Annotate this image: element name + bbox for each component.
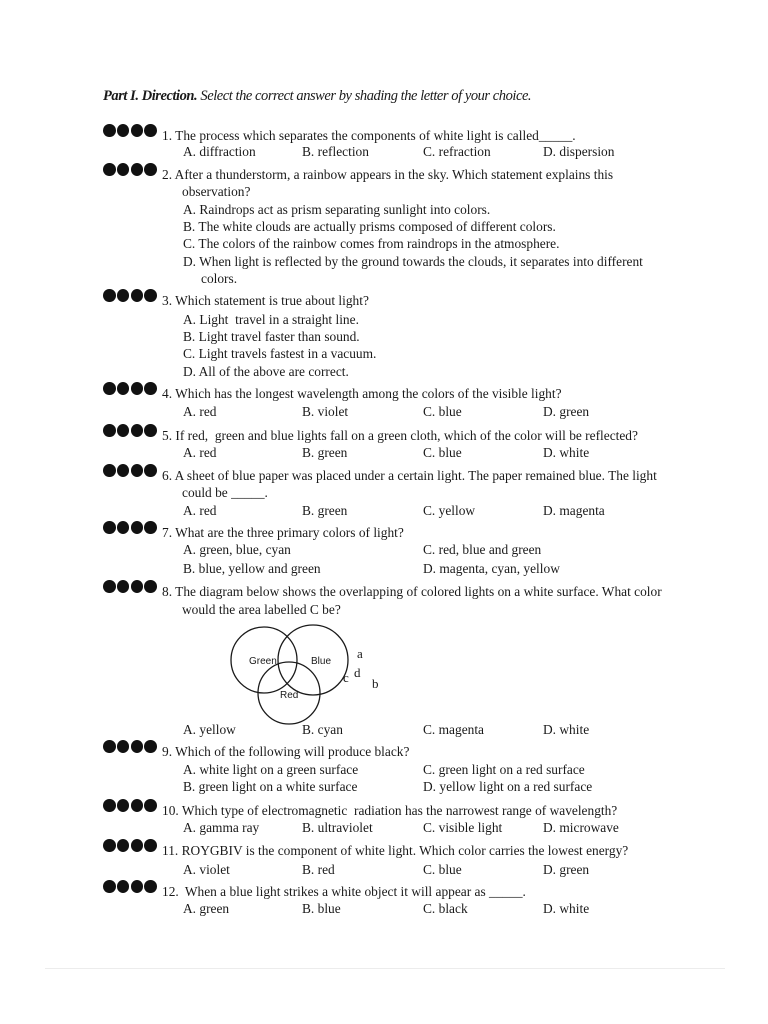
answer-bubbles [103,424,159,437]
choice-letter: D. [543,722,557,737]
filled-bubble-icon [144,382,157,395]
filled-bubble-icon [131,580,144,593]
question-line: What are the three primary colors of light? [175,525,404,540]
choice-text: white [559,445,590,460]
choice-text: green [559,404,590,419]
choice-text: When light is reflected by the ground towards the clouds, it separates into different [199,254,643,269]
choice-letter: C. [423,542,436,557]
choice-d [543,403,589,421]
choice-letter: C. [423,404,436,419]
filled-bubble-icon [144,839,157,852]
choice-b [302,861,335,879]
filled-bubble-icon [103,880,116,893]
choice-letter: D. [543,503,557,518]
filled-bubble-icon [131,521,144,534]
choice-text: black [438,901,468,916]
question-number: 4. [162,386,173,401]
choice-letter: A. [183,862,197,877]
question-number: 7. [162,525,173,540]
choice-text: yellow [438,503,476,518]
choice-text: visible light [438,820,503,835]
question-line: would the area labelled C be? [182,602,341,617]
choice-text: magenta [559,503,605,518]
choice-a [183,444,217,462]
filled-bubble-icon [144,740,157,753]
choice-text: green [199,901,230,916]
choice-text: violet [199,862,230,877]
answer-bubbles [103,124,159,137]
choice-d [423,778,592,796]
filled-bubble-icon [117,124,130,137]
choice-text: refraction [438,144,491,159]
choice-letter: A. [183,542,197,557]
choice-text: colors. [201,271,238,286]
filled-bubble-icon [103,464,116,477]
filled-bubble-icon [144,521,157,534]
choice-text: Light travels fastest in a vacuum. [198,346,377,361]
question-text-continued [182,601,341,619]
choice-d [183,363,349,381]
answer-bubbles [103,163,159,176]
question-text [162,883,526,901]
choice-letter: B. [183,329,196,344]
choice-letter: D. [543,862,557,877]
choice-text: white [559,901,590,916]
choice-text: magenta [438,722,484,737]
choice-letter: D. [423,561,437,576]
question-number: 2. [162,167,173,182]
choice-text: blue [438,445,462,460]
answer-bubbles [103,289,159,302]
choice-text: white [559,722,590,737]
choice-letter: C. [423,862,436,877]
choice-text: gamma ray [199,820,260,835]
filled-bubble-icon [117,424,130,437]
choice-text: ultraviolet [317,820,373,835]
choice-text: magenta, cyan, yellow [439,561,560,576]
choice-text: diffraction [199,144,256,159]
red-circle-label: Red [280,690,299,701]
filled-bubble-icon [144,464,157,477]
choice-letter: A. [183,901,197,916]
filled-bubble-icon [117,880,130,893]
choice-b [183,328,360,346]
choice-d [543,819,619,837]
answer-bubbles [103,799,159,812]
choice-c [423,819,502,837]
choice-letter: B. [302,144,315,159]
filled-bubble-icon [103,382,116,395]
region-label-b: b [372,676,379,691]
choice-letter: B. [302,901,315,916]
instructions [103,87,531,105]
choice-text: yellow [199,722,236,737]
choice-b [183,218,556,236]
filled-bubble-icon [117,464,130,477]
filled-bubble-icon [117,839,130,852]
question-line: Which type of electromagnetic radiation has the narrowest range of wavelength? [181,803,618,818]
question-line: Which of the following will produce black? [175,744,410,759]
choice-a [183,541,291,559]
filled-bubble-icon [117,740,130,753]
choice-a [183,143,256,161]
filled-bubble-icon [103,521,116,534]
question-line: A sheet of blue paper was placed under a certain light. The paper remained blue. The light [174,468,657,483]
filled-bubble-icon [131,799,144,812]
question-text [162,842,628,860]
choice-text: red [199,445,217,460]
filled-bubble-icon [144,124,157,137]
choice-a [183,311,359,329]
choice-letter: D. [543,820,557,835]
filled-bubble-icon [131,740,144,753]
question-text [162,467,657,485]
question-line: The diagram below shows the overlapping of colored lights on a white surface. What color [175,584,662,599]
choice-text: cyan [317,722,343,737]
choice-d [183,253,643,271]
choice-b [183,778,357,796]
choice-a [183,502,217,520]
choice-text: microwave [559,820,619,835]
choice-text: dispersion [559,144,615,159]
question-text-continued [182,183,250,201]
choice-letter: D. [183,364,197,379]
choice-c [423,403,462,421]
choice-letter: B. [302,862,315,877]
filled-bubble-icon [131,464,144,477]
answer-bubbles [103,464,159,477]
filled-bubble-icon [131,289,144,302]
choice-text: green [559,862,590,877]
choice-letter: B. [183,779,196,794]
choice-letter: D. [543,404,557,419]
choice-letter: D. [543,144,557,159]
choice-letter: B. [302,722,315,737]
choice-letter: C. [423,445,436,460]
color-overlap-diagram [220,620,390,728]
choice-letter: C. [423,503,436,518]
filled-bubble-icon [103,289,116,302]
choice-letter: B. [302,820,315,835]
filled-bubble-icon [103,799,116,812]
choice-text: green, blue, cyan [199,542,291,557]
choice-letter: A. [183,820,197,835]
answer-bubbles [103,740,159,753]
question-number: 10. [162,803,179,818]
choice-letter: C. [183,346,196,361]
choice-b [302,819,373,837]
filled-bubble-icon [117,382,130,395]
question-line: could be _____. [182,485,268,500]
choice-letter: D. [543,445,557,460]
question-text [162,743,409,761]
filled-bubble-icon [103,424,116,437]
question-text [162,802,617,820]
filled-bubble-icon [103,124,116,137]
choice-d [543,143,614,161]
choice-d [423,560,560,578]
choice-b [302,403,348,421]
instructions-heading: Part I. Direction. [103,88,198,104]
choice-c [423,541,541,559]
blue-circle-label: Blue [311,656,332,667]
question-number: 11. [162,843,179,858]
answer-bubbles [103,880,159,893]
region-label-a: a [357,646,363,661]
choice-text: green [317,503,348,518]
choice-letter: C. [423,820,436,835]
choice-letter: A. [183,503,197,518]
choice-letter: A. [183,144,197,159]
choice-c [423,721,484,739]
question-line: When a blue light strikes a white object it will appear as _____. [184,884,526,899]
choice-c [423,143,491,161]
choice-b [302,721,343,739]
filled-bubble-icon [131,880,144,893]
question-number: 9. [162,744,173,759]
question-number: 1. [162,128,173,143]
choice-d [543,502,605,520]
filled-bubble-icon [144,424,157,437]
answer-bubbles [103,382,159,395]
filled-bubble-icon [117,289,130,302]
filled-bubble-icon [131,424,144,437]
filled-bubble-icon [117,163,130,176]
choice-d [543,900,589,918]
choice-c [423,861,462,879]
choice-b [302,502,347,520]
choice-letter: B. [302,445,315,460]
choice-text: red [317,862,335,877]
question-text-continued [182,484,268,502]
question-line: If red, green and blue lights fall on a green cloth, which of the color will be reflected? [175,428,638,443]
choice-a [183,900,229,918]
choice-d-continued [201,270,237,288]
choice-text: green light on a white surface [198,779,358,794]
instructions-text: Select the correct answer by shading the letter of your choice. [200,88,532,104]
choice-text: blue, yellow and green [198,561,321,576]
choice-letter: B. [302,404,315,419]
choice-a [183,403,217,421]
choice-d [543,861,589,879]
choice-letter: A. [183,312,197,327]
filled-bubble-icon [103,740,116,753]
choice-text: Light travel faster than sound. [198,329,360,344]
question-number: 3. [162,293,173,308]
choice-c [423,761,585,779]
filled-bubble-icon [103,580,116,593]
question-text [162,524,404,542]
choice-a [183,861,230,879]
choice-text: blue [317,901,341,916]
filled-bubble-icon [144,799,157,812]
question-line: After a thunderstorm, a rainbow appears in the sky. Which statement explains this [174,167,614,182]
choice-b [302,143,369,161]
choice-letter: C. [423,722,436,737]
filled-bubble-icon [131,839,144,852]
filled-bubble-icon [131,163,144,176]
choice-text: Raindrops act as prism separating sunlight into colors. [199,202,491,217]
question-number: 12. [162,884,179,899]
filled-bubble-icon [103,163,116,176]
choice-letter: A. [183,722,197,737]
choice-d [543,444,589,462]
answer-bubbles [103,521,159,534]
question-line: ROYGBIV is the component of white light. Which color carries the lowest energy? [181,843,629,858]
page-bottom-divider [45,968,725,969]
choice-text: green [317,445,348,460]
filled-bubble-icon [103,839,116,852]
choice-letter: C. [183,236,196,251]
choice-text: violet [317,404,349,419]
question-text [162,385,562,403]
choice-c [423,502,475,520]
filled-bubble-icon [144,880,157,893]
choice-a [183,761,358,779]
choice-letter: C. [423,901,436,916]
choice-a [183,721,236,739]
choice-letter: B. [183,561,196,576]
choice-c [423,900,468,918]
choice-c [183,345,376,363]
question-line: Which has the longest wavelength among the colors of the visible light? [175,386,562,401]
choice-text: yellow light on a red surface [439,779,593,794]
question-line: observation? [182,184,251,199]
filled-bubble-icon [144,289,157,302]
filled-bubble-icon [117,799,130,812]
choice-b [183,560,321,578]
choice-b [302,900,341,918]
choice-text: blue [438,404,462,419]
choice-text: red [199,404,217,419]
choice-text: green light on a red surface [438,762,585,777]
choice-letter: D. [423,779,437,794]
filled-bubble-icon [144,580,157,593]
question-line: Which statement is true about light? [175,293,369,308]
filled-bubble-icon [144,163,157,176]
choice-a [183,201,490,219]
region-label-d: d [354,665,361,680]
answer-bubbles [103,839,159,852]
choice-letter: C. [423,762,436,777]
choice-c [423,444,462,462]
choice-c [183,235,559,253]
green-circle-label: Green [249,656,277,667]
question-text [162,583,662,601]
region-label-c: c [343,670,349,685]
choice-text: All of the above are correct. [198,364,349,379]
answer-bubbles [103,580,159,593]
question-text [162,427,638,445]
choice-letter: D. [543,901,557,916]
filled-bubble-icon [117,521,130,534]
choice-a [183,819,259,837]
choice-text: The white clouds are actually prisms composed of different colors. [198,219,556,234]
choice-letter: B. [183,219,196,234]
question-text [162,292,369,310]
choice-text: blue [438,862,462,877]
choice-text: red [199,503,217,518]
choice-letter: C. [423,144,436,159]
filled-bubble-icon [117,580,130,593]
question-line: The process which separates the components of white light is called_____. [175,128,576,143]
choice-letter: B. [302,503,315,518]
choice-text: reflection [317,144,369,159]
choice-letter: A. [183,762,197,777]
choice-letter: A. [183,202,197,217]
choice-text: red, blue and green [438,542,542,557]
filled-bubble-icon [131,124,144,137]
question-number: 8. [162,584,173,599]
choice-text: white light on a green surface [199,762,359,777]
filled-bubble-icon [131,382,144,395]
question-text [162,166,613,184]
choice-text: Light travel in a straight line. [199,312,359,327]
question-number: 6. [162,468,173,483]
choice-letter: D. [183,254,197,269]
question-number: 5. [162,428,173,443]
choice-letter: A. [183,404,197,419]
choice-text: The colors of the rainbow comes from raindrops in the atmosphere. [198,236,560,251]
choice-letter: A. [183,445,197,460]
choice-b [302,444,347,462]
choice-d [543,721,589,739]
